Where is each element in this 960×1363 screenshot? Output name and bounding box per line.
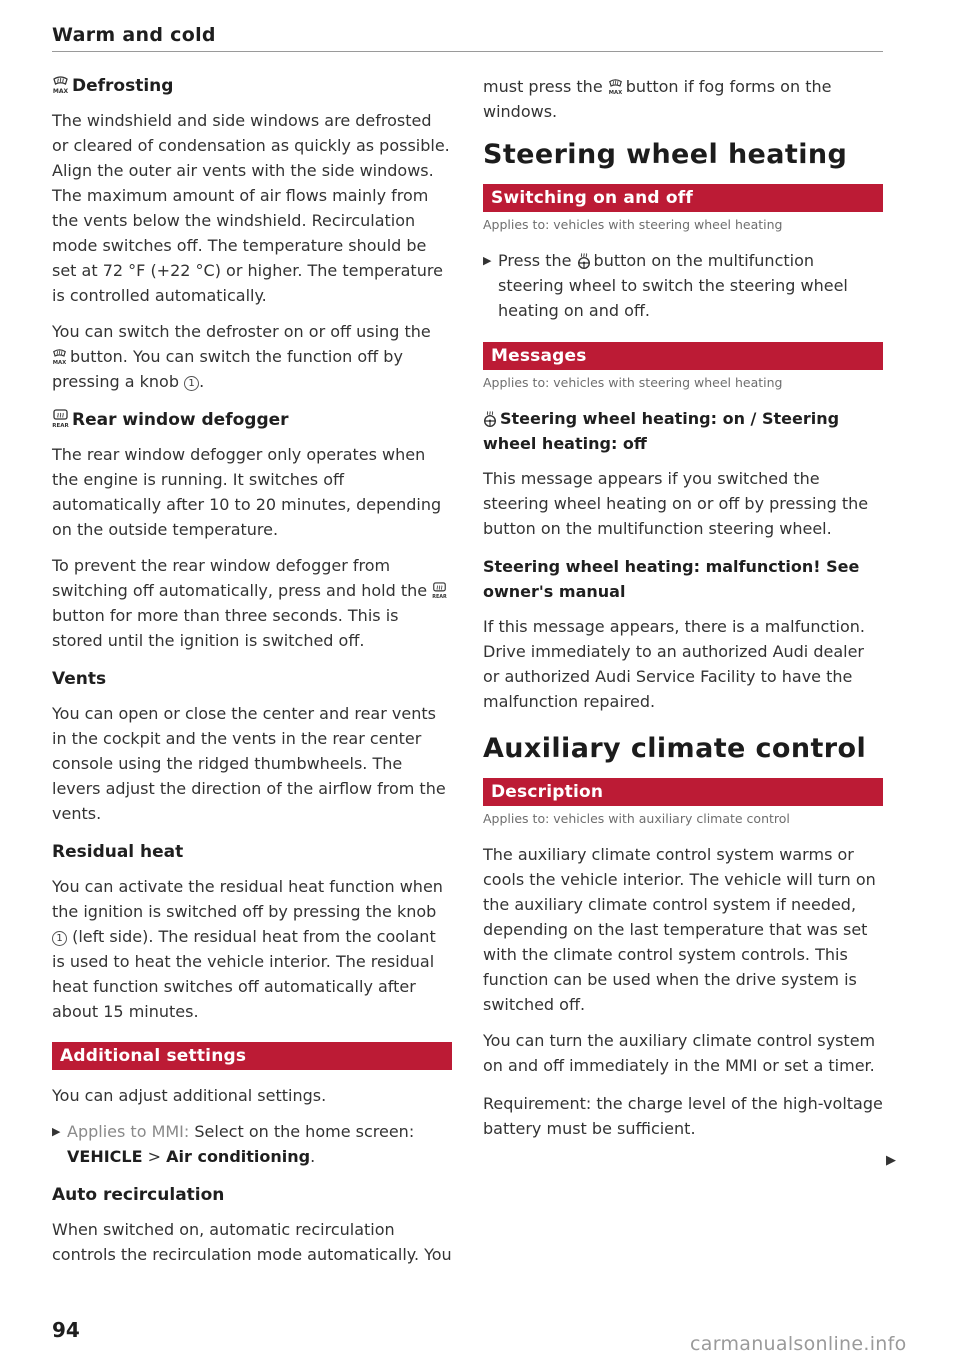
steering-wheel-heating-icon <box>577 253 591 269</box>
residual-heat-heading: Residual heat <box>52 842 184 862</box>
description-applies-note: Applies to: vehicles with auxiliary climate control <box>483 811 790 826</box>
rear-defogger-paragraph-2: To prevent the rear window defogger from switching off automatically, press and hold the REAR button for more than three seconds. This is stored until the ignition is switched off. <box>52 556 447 650</box>
steering-heating-step: ▶ Press the button on the multifunction steering wheel to switch the steering wheel heating on and off. <box>483 248 883 323</box>
message-on-off-text: This message appears if you switched the steering wheel heating on or off by pressing the button on the multifunction steering wheel. <box>483 469 869 538</box>
message-malfunction-text: If this message appears, there is a malfunction. Drive immediately to an authorized Audi dealer or authorized Audi Service Facility to have the malfunction repaired. <box>483 617 866 711</box>
auto-recirculation-heading: Auto recirculation <box>52 1185 225 1205</box>
auxiliary-paragraph-3: Requirement: the charge level of the high-voltage battery must be sufficient. <box>483 1094 883 1138</box>
additional-settings-bar: Additional settings <box>52 1042 452 1070</box>
rear-defogger-heading-text: Rear window defogger <box>72 410 289 430</box>
page-number: 94 <box>52 1318 80 1342</box>
header-rule <box>52 51 883 52</box>
right-column <box>483 74 883 1152</box>
defrosting-paragraph-2: You can switch the defroster on or off using the MAX button. You can switch the function off by pressing a knob 1 . <box>52 322 431 391</box>
rear-defogger-paragraph-1: The rear window defogger only operates when the engine is running. It switches off automatically after 10 to 20 minutes, depending on the outside temperature. <box>52 445 442 539</box>
svg-text:MAX: MAX <box>608 89 622 95</box>
messages-applies-note: Applies to: vehicles with steering wheel heating <box>483 375 783 390</box>
vents-heading: Vents <box>52 669 107 689</box>
messages-bar: Messages <box>483 342 883 370</box>
defrost-max-icon <box>52 347 67 365</box>
rear-defrost-icon <box>52 408 69 428</box>
defrost-max-icon <box>608 77 623 95</box>
rear-defrost-icon <box>432 581 447 599</box>
callout-number: 1 <box>184 376 199 391</box>
continue-arrow-icon: ▶ <box>886 1153 896 1168</box>
running-header: Warm and cold <box>52 24 216 46</box>
defrosting-heading <box>52 74 452 99</box>
rear-defogger-heading <box>52 408 452 433</box>
applies-to-mmi-link[interactable]: Applies to MMI: <box>67 1122 190 1141</box>
continued-paragraph: must press the MAX button if fog forms on the windows. <box>483 77 832 121</box>
defrosting-heading-text: Defrosting <box>72 76 174 96</box>
svg-text:REAR: REAR <box>52 423 69 428</box>
additional-settings-paragraph: You can adjust additional settings. <box>52 1086 327 1105</box>
switching-on-off-bar: Switching on and off <box>483 184 883 212</box>
step-triangle-icon: ▶ <box>483 254 492 267</box>
auxiliary-paragraph-1: The auxiliary climate control system warms or cools the vehicle interior. The vehicle will turn on the auxiliary climate control system if needed, depending on the last temperature that was set with the climate control system controls. This function can be used when the drive system is switched off. <box>483 845 876 1014</box>
svg-text:REAR: REAR <box>432 593 447 599</box>
svg-text:MAX: MAX <box>52 359 67 365</box>
defrosting-paragraph-1: The windshield and side windows are defrosted or cleared of condensation as quickly as possible. Align the outer air vents with the side windows. The maximum amount of air flows mainly from the vents below the windshield. Recirculation mode switches off. The temperature should be set at 72 °F (+22 °C) or higher. The temperature is controlled automatically. <box>52 111 450 305</box>
callout-number: 1 <box>52 931 67 946</box>
watermark: carmanualsonline.info <box>690 1333 907 1355</box>
switching-applies-note: Applies to: vehicles with steering wheel heating <box>483 217 783 232</box>
auxiliary-paragraph-2: You can turn the auxiliary climate control system on and off immediately in the MMI or set a timer. <box>483 1031 876 1075</box>
left-column <box>52 74 452 1278</box>
steering-wheel-heating-title: Steering wheel heating <box>483 139 848 170</box>
auxiliary-climate-control-title: Auxiliary climate control <box>483 733 867 764</box>
step-triangle-icon: ▶ <box>52 1125 61 1138</box>
message-heading-on-off: Steering wheel heating: on / Steering wheel heating: off <box>483 409 840 453</box>
auto-recirculation-paragraph: When switched on, automatic recirculation controls the recirculation mode automatically. You <box>52 1220 452 1264</box>
svg-text:MAX: MAX <box>52 88 69 94</box>
vents-paragraph: You can open or close the center and rear vents in the cockpit and the vents in the rear center console using the ridged thumbwheels. The levers adjust the direction of the airflow from the vents. <box>52 704 446 823</box>
message-heading-malfunction: Steering wheel heating: malfunction! See owner's manual <box>483 557 860 601</box>
description-bar: Description <box>483 778 883 806</box>
additional-settings-step: ▶ Applies to MMI: Select on the home screen: VEHICLE > Air conditioning. <box>52 1119 452 1169</box>
defrost-max-icon <box>52 74 69 94</box>
residual-heat-paragraph: You can activate the residual heat function when the ignition is switched off by pressing the knob 1 (left side). The residual heat from the coolant is used to heat the vehicle interior. The residual heat function switches off automatically after about 15 minutes. <box>52 877 443 1021</box>
steering-wheel-heating-icon <box>483 411 497 427</box>
